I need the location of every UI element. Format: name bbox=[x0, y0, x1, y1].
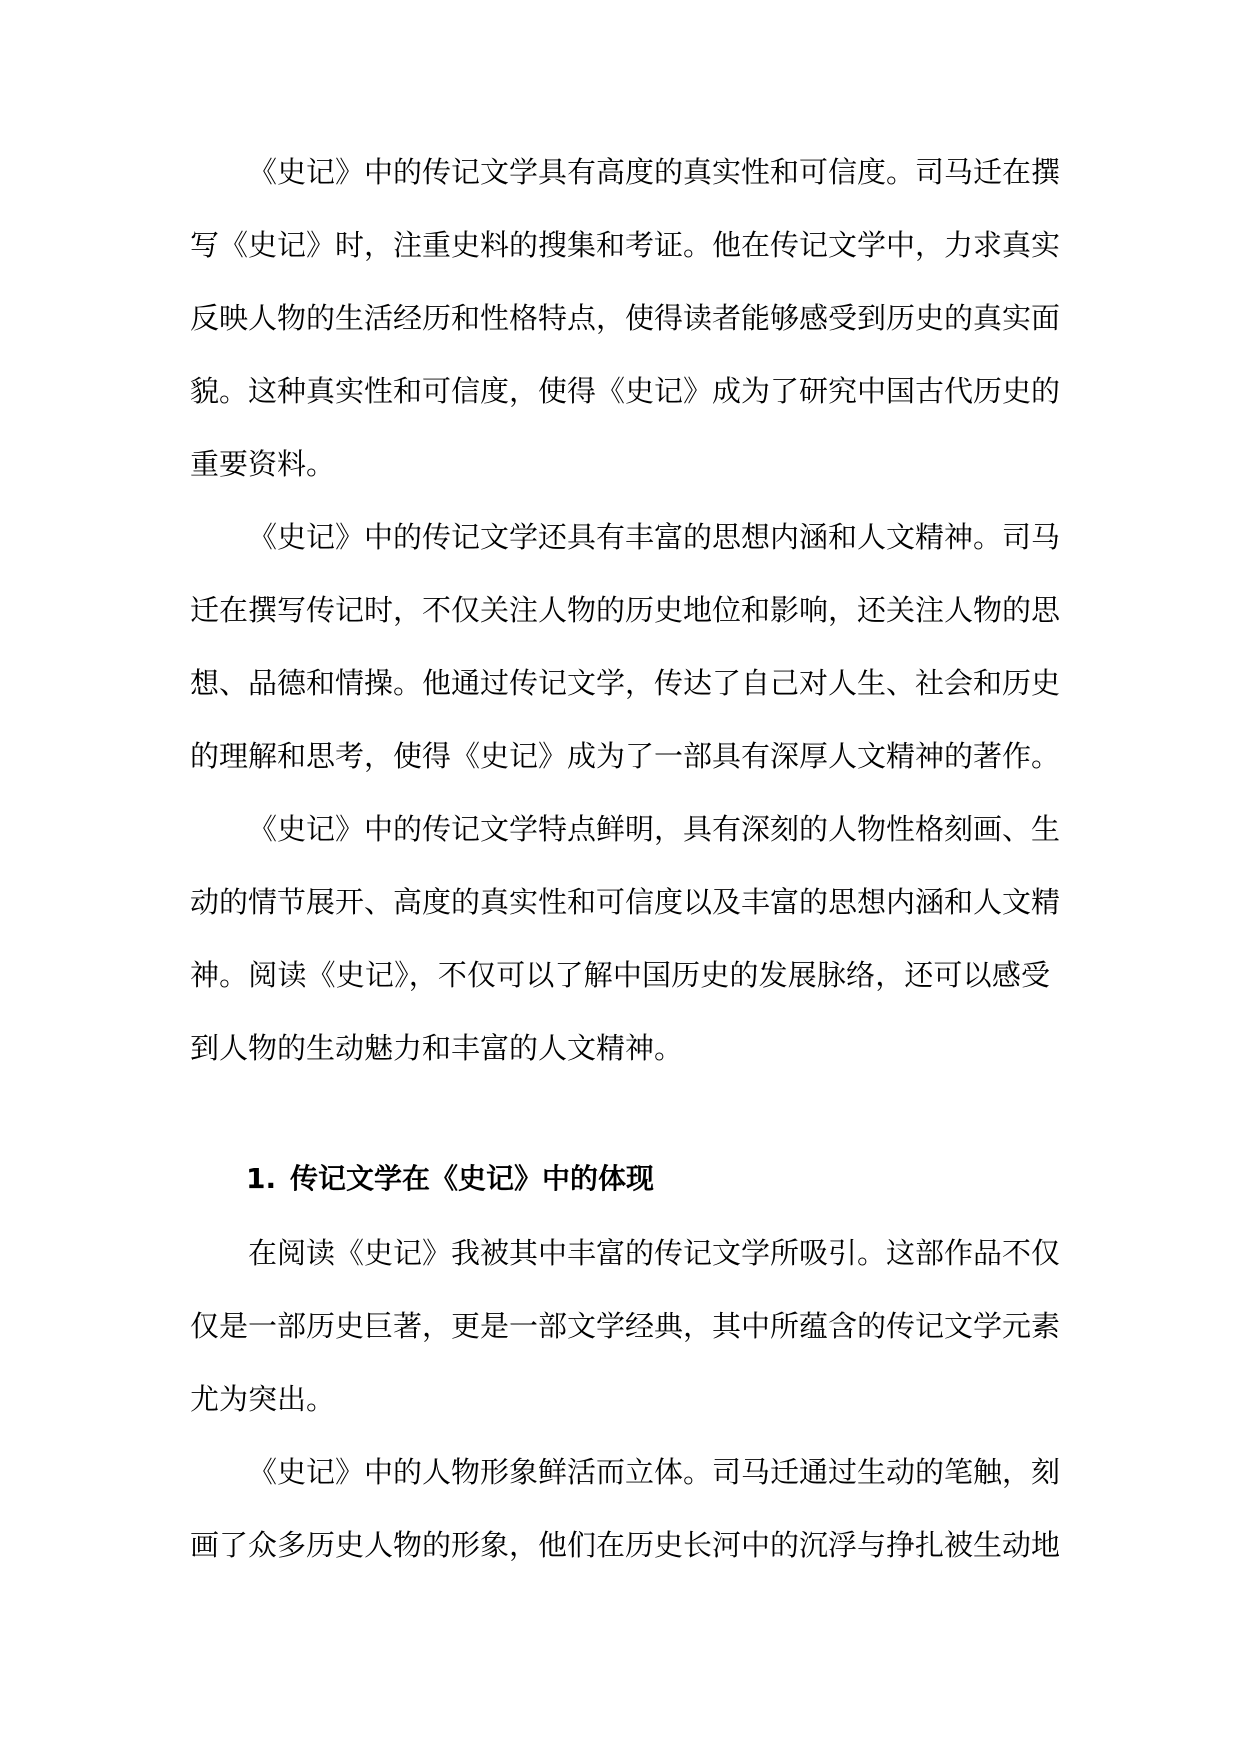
section-heading bbox=[246, 1158, 654, 1200]
paragraph-3-line-3: 神。阅读《史记》，不仅可以了解中国历史的发展脉络，还可以感受 bbox=[190, 958, 1050, 992]
paragraph-1-line-4: 貌。这种真实性和可信度，使得《史记》成为了研究中国古代历史的 bbox=[190, 374, 1061, 408]
paragraph-3-line-4: 到人物的生动魅力和丰富的人文精神。 bbox=[190, 1031, 684, 1065]
paragraph-1-line-3: 反映人物的生活经历和性格特点，使得读者能够感受到历史的真实面 bbox=[190, 301, 1061, 335]
paragraph-3-line-1: 《史记》中的传记文学特点鲜明，具有深刻的人物性格刻画、生 bbox=[248, 812, 1061, 846]
paragraph-2-line-3: 想、品德和情操。他通过传记文学，传达了自己对人生、社会和历史 bbox=[190, 666, 1061, 700]
paragraph-1-line-5: 重要资料。 bbox=[190, 447, 336, 481]
paragraph-5-line-2: 画了众多历史人物的形象，他们在历史长河中的沉浮与挣扎被生动地 bbox=[190, 1528, 1061, 1562]
paragraph-2-line-4: 的理解和思考，使得《史记》成为了一部具有深厚人文精神的著作。 bbox=[190, 739, 1061, 773]
paragraph-4-line-1: 在阅读《史记》我被其中丰富的传记文学所吸引。这部作品不仅 bbox=[248, 1236, 1061, 1270]
paragraph-2-line-1: 《史记》中的传记文学还具有丰富的思想内涵和人文精神。司马 bbox=[248, 520, 1061, 554]
paragraph-2-line-2: 迁在撰写传记时，不仅关注人物的历史地位和影响，还关注人物的思 bbox=[190, 593, 1061, 627]
paragraph-4-line-2: 仅是一部历史巨著，更是一部文学经典，其中所蕴含的传记文学元素 bbox=[190, 1309, 1061, 1343]
paragraph-1-line-2: 写《史记》时，注重史料的搜集和考证。他在传记文学中，力求真实 bbox=[190, 228, 1061, 262]
paragraph-3-line-2: 动的情节展开、高度的真实性和可信度以及丰富的思想内涵和人文精 bbox=[190, 885, 1061, 919]
section-heading-title: 传记文学在《史记》中的体现 bbox=[290, 1162, 655, 1195]
paragraph-5-line-1: 《史记》中的人物形象鲜活而立体。司马迁通过生动的笔触，刻 bbox=[248, 1455, 1061, 1489]
paragraph-1-line-1: 《史记》中的传记文学具有高度的真实性和可信度。司马迁在撰 bbox=[248, 155, 1061, 189]
section-heading-number: 1. bbox=[246, 1162, 277, 1195]
paragraph-4-line-3: 尤为突出。 bbox=[190, 1382, 336, 1416]
